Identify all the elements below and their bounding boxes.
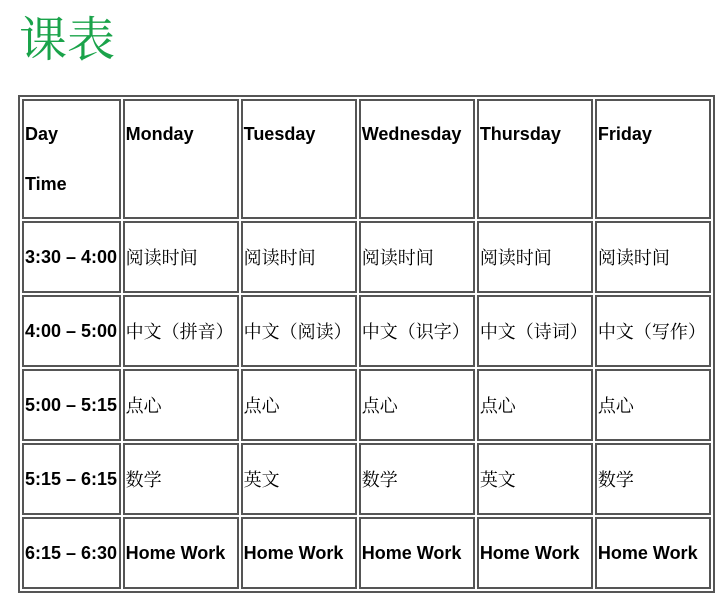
schedule-cell: 中文（识字） — [359, 295, 475, 367]
schedule-cell: Home Work — [123, 517, 239, 589]
schedule-cell: 中文（诗词） — [477, 295, 593, 367]
schedule-cell: 点心 — [477, 369, 593, 441]
day-header-thursday: Thursday — [477, 99, 593, 219]
schedule-cell: 阅读时间 — [359, 221, 475, 293]
schedule-cell: 点心 — [595, 369, 711, 441]
day-header-friday: Friday — [595, 99, 711, 219]
schedule-cell: 中文（阅读） — [241, 295, 357, 367]
schedule-table-container — [18, 95, 715, 593]
schedule-cell: 英文 — [241, 443, 357, 515]
table-row — [22, 443, 711, 515]
time-cell: 5:00 – 5:15 — [22, 369, 121, 441]
schedule-cell: 英文 — [477, 443, 593, 515]
schedule-cell: Home Work — [477, 517, 593, 589]
schedule-cell: Home Work — [595, 517, 711, 589]
schedule-cell: 阅读时间 — [241, 221, 357, 293]
time-cell: 6:15 – 6:30 — [22, 517, 121, 589]
table-row — [22, 369, 711, 441]
schedule-cell: Home Work — [241, 517, 357, 589]
schedule-cell: Home Work — [359, 517, 475, 589]
day-header-wednesday: Wednesday — [359, 99, 475, 219]
corner-header-cell — [22, 99, 121, 219]
schedule-cell: 数学 — [359, 443, 475, 515]
table-row — [22, 221, 711, 293]
schedule-cell: 点心 — [359, 369, 475, 441]
day-header-monday: Monday — [123, 99, 239, 219]
table-row — [22, 295, 711, 367]
schedule-table — [18, 95, 715, 593]
schedule-cell: 数学 — [123, 443, 239, 515]
time-cell: 5:15 – 6:15 — [22, 443, 121, 515]
time-cell: 3:30 – 4:00 — [22, 221, 121, 293]
schedule-cell: 数学 — [595, 443, 711, 515]
header-row — [22, 99, 711, 219]
schedule-cell: 中文（写作） — [595, 295, 711, 367]
schedule-cell: 点心 — [123, 369, 239, 441]
table-row — [22, 517, 711, 589]
day-header-tuesday: Tuesday — [241, 99, 357, 219]
schedule-cell: 阅读时间 — [595, 221, 711, 293]
time-cell: 4:00 – 5:00 — [22, 295, 121, 367]
corner-time-label: Time — [25, 174, 67, 194]
schedule-cell: 点心 — [241, 369, 357, 441]
corner-day-label: Day — [25, 124, 59, 144]
schedule-cell: 阅读时间 — [123, 221, 239, 293]
schedule-cell: 中文（拼音） — [123, 295, 239, 367]
schedule-cell: 阅读时间 — [477, 221, 593, 293]
page-title: 课表 — [19, 12, 116, 68]
